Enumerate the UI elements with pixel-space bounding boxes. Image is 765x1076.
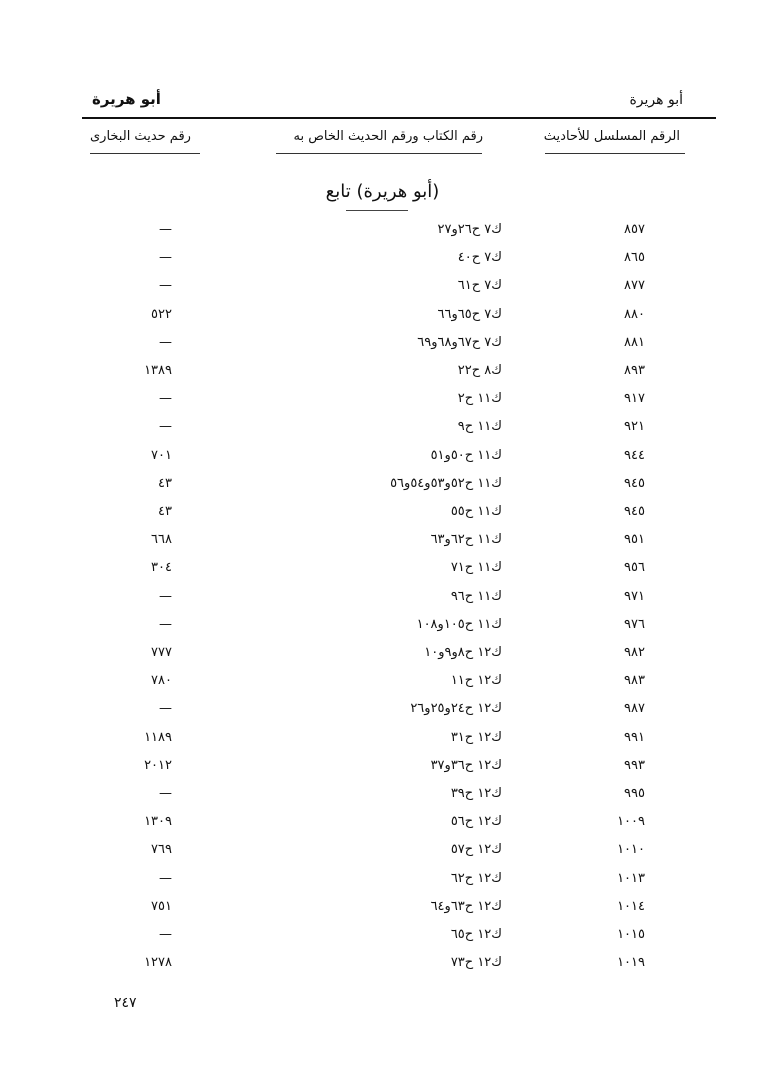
serial-cell: ٩٩٥ (624, 786, 645, 801)
bukhari-cell: — (159, 616, 172, 632)
serial-cell: ٩٤٥ (624, 504, 645, 519)
serial-cell: ٨٨١ (624, 334, 645, 350)
table-row (0, 448, 765, 476)
serial-cell: ٩٨٧ (624, 701, 645, 717)
book-ref-cell: ك١٢ ح٦٥ (450, 927, 502, 942)
bukhari-cell: ٢٠١٢ (144, 757, 172, 773)
serial-cell: ٩٧٦ (624, 616, 645, 632)
serial-cell: ٩٤٥ (624, 475, 645, 491)
serial-cell: ٩٤٤ (624, 447, 645, 463)
serial-cell: ٨٧٧ (624, 278, 645, 294)
table-row (0, 730, 765, 758)
table-row (0, 419, 765, 447)
bukhari-cell: — (159, 419, 172, 435)
section-underline (346, 210, 408, 211)
book-ref-cell: ك١١ ح٩ (457, 419, 502, 435)
serial-cell: ٩٧١ (624, 588, 645, 604)
serial-cell: ٩٨٣ (624, 673, 645, 689)
running-header-right: أبو هريرة (629, 92, 683, 108)
table-row (0, 786, 765, 814)
serial-cell: ١٠١٩ (617, 955, 645, 971)
bukhari-cell: ٤٣ (158, 475, 172, 491)
bukhari-cell: ١١٨٩ (144, 729, 172, 745)
table-row (0, 222, 765, 250)
book-ref-cell: ك١١ ح٦٢و٦٣ (430, 532, 502, 548)
book-ref-cell: ك٧ ح٤٠ (457, 250, 502, 266)
serial-cell: ١٠١٤ (617, 898, 645, 914)
table-row (0, 871, 765, 899)
bukhari-cell: — (159, 334, 172, 350)
bukhari-cell: ١٣٠٩ (144, 814, 172, 830)
book-ref-cell: ك١٢ ح٢٤و٢٥و٢٦ (410, 701, 502, 717)
table-row (0, 307, 765, 335)
section-title: (أبو هريرة) تابع (325, 181, 440, 202)
table-row (0, 250, 765, 278)
bukhari-cell: ٧٦٩ (151, 842, 172, 858)
bukhari-cell: ١٢٧٨ (144, 955, 172, 971)
serial-cell: ٨٩٣ (624, 363, 645, 378)
table-row (0, 842, 765, 870)
bukhari-cell: ٤٣ (158, 504, 172, 519)
table-row (0, 476, 765, 504)
serial-cell: ١٠١٣ (617, 870, 645, 886)
bukhari-cell: — (159, 701, 172, 717)
book-ref-cell: ك١٢ ح٦٢ (450, 870, 502, 886)
table-row (0, 589, 765, 617)
table-row (0, 645, 765, 673)
bukhari-cell: — (159, 786, 172, 801)
bukhari-cell: ٣٠٤ (151, 560, 172, 576)
book-ref-cell: ك١٢ ح٧٣ (450, 955, 502, 971)
bukhari-cell: ٥٢٢ (151, 306, 172, 322)
table-row (0, 532, 765, 560)
bukhari-cell: ٧٥١ (151, 898, 172, 914)
serial-cell: ١٠٠٩ (617, 814, 645, 830)
serial-cell: ٩١٧ (624, 391, 645, 407)
book-ref-cell: ك١١ ح٥٥ (450, 504, 502, 519)
bukhari-cell: — (159, 588, 172, 604)
bukhari-cell: — (159, 391, 172, 407)
column-header-book-ref: رقم الكتاب ورقم الحديث الخاص به (293, 129, 483, 144)
column-underline-book-ref (276, 153, 482, 154)
bukhari-cell: ٧٨٠ (151, 673, 172, 689)
table-row (0, 758, 765, 786)
table-row (0, 363, 765, 391)
book-ref-cell: ك١١ ح٥٢و٥٣و٥٤و٥٦ (390, 475, 502, 491)
serial-cell: ١٠١٠ (617, 842, 645, 858)
serial-cell: ٩٨٢ (624, 645, 645, 660)
serial-cell: ٩٥١ (624, 532, 645, 548)
bukhari-cell: ٦٦٨ (151, 532, 172, 548)
book-ref-cell: ك٧ ح٦٧و٦٨و٦٩ (417, 334, 502, 350)
serial-cell: ١٠١٥ (617, 927, 645, 942)
table-row (0, 701, 765, 729)
table-row (0, 955, 765, 983)
running-header-left: أبو هريرة (92, 90, 161, 108)
bukhari-cell: — (159, 250, 172, 266)
table-row (0, 617, 765, 645)
table-row (0, 814, 765, 842)
book-ref-cell: ك١١ ح٥٠و٥١ (430, 447, 502, 463)
table-row (0, 504, 765, 532)
book-ref-cell: ك١١ ح٧١ (450, 560, 502, 576)
book-ref-cell: ك٧ ح٦٥و٦٦ (437, 306, 502, 322)
serial-cell: ٨٦٥ (624, 250, 645, 266)
table-row (0, 335, 765, 363)
bukhari-cell: ١٣٨٩ (144, 363, 172, 378)
book-ref-cell: ك١٢ ح٣١ (450, 729, 502, 745)
bukhari-cell: ٧٠١ (151, 447, 172, 463)
book-ref-cell: ك١٢ ح٥٦ (450, 814, 502, 830)
table-row (0, 278, 765, 306)
book-ref-cell: ك١٢ ح٦٣و٦٤ (430, 898, 502, 914)
book-ref-cell: ك٧ ح٦١ (457, 278, 502, 294)
table-row (0, 560, 765, 588)
bukhari-cell: — (159, 222, 172, 237)
book-ref-cell: ك١٢ ح٨و٩و١٠ (424, 645, 502, 660)
bukhari-cell: — (159, 927, 172, 942)
book-ref-cell: ك٧ ح٢٦و٢٧ (437, 222, 502, 237)
table-row (0, 899, 765, 927)
book-ref-cell: ك١١ ح١٠٥و١٠٨ (416, 616, 502, 632)
book-ref-cell: ك٨ ح٢٢ (457, 363, 502, 378)
column-header-serial: الرقم المسلسل للأحاديث (543, 129, 680, 144)
book-ref-cell: ك١٢ ح١١ (450, 673, 502, 689)
table-row (0, 673, 765, 701)
serial-cell: ٩٩١ (624, 729, 645, 745)
book-ref-cell: ك١٢ ح٥٧ (450, 842, 502, 858)
serial-cell: ٨٨٠ (624, 306, 645, 322)
serial-cell: ٨٥٧ (624, 222, 645, 237)
serial-cell: ٩٢١ (624, 419, 645, 435)
book-ref-cell: ك١٢ ح٣٩ (450, 786, 502, 801)
serial-cell: ٩٥٦ (624, 560, 645, 576)
bukhari-cell: ٧٧٧ (151, 645, 172, 660)
page-number: ٢٤٧ (114, 995, 137, 1011)
serial-cell: ٩٩٣ (624, 757, 645, 773)
bukhari-cell: — (159, 278, 172, 294)
bukhari-cell: — (159, 870, 172, 886)
book-ref-cell: ك١٢ ح٣٦و٣٧ (430, 757, 502, 773)
table-row (0, 927, 765, 955)
header-rule (82, 117, 716, 119)
table-row (0, 391, 765, 419)
column-header-bukhari: رقم حديث البخارى (90, 129, 191, 144)
book-ref-cell: ك١١ ح٩٦ (450, 588, 502, 604)
column-underline-bukhari (90, 153, 200, 154)
column-underline-serial (545, 153, 685, 154)
book-ref-cell: ك١١ ح٢ (457, 391, 502, 407)
